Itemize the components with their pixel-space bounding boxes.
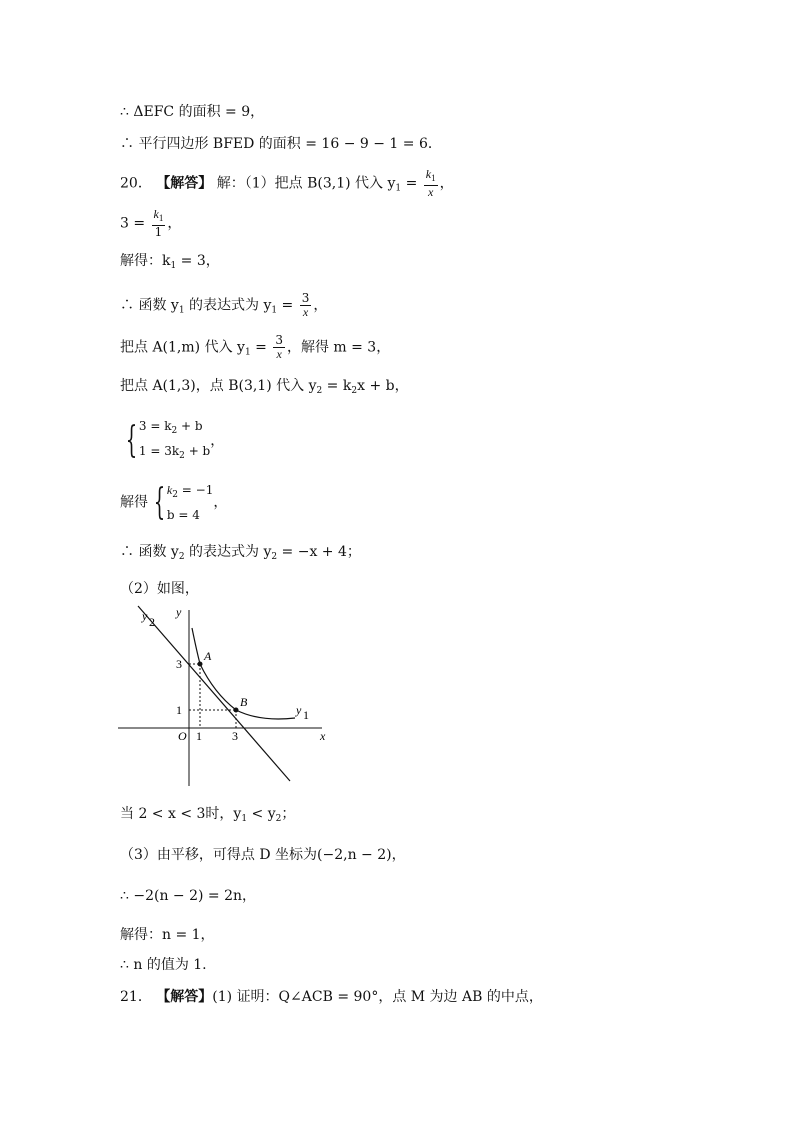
subscript: 1 [178, 305, 185, 316]
numerator: 3 [275, 333, 283, 347]
brace-icon: { [153, 481, 166, 523]
row-text: b = 4 [166, 508, 200, 522]
line-text: 解得 [120, 494, 148, 511]
text-line-efc-area [120, 103, 264, 121]
label-x-axis: x [320, 729, 326, 743]
numerator: k [425, 167, 432, 181]
punct: ； [281, 806, 296, 822]
line-text: ∴ 函数 y [120, 297, 179, 314]
line-text: ∴ ΔEFC 的面积 = 9， [120, 104, 265, 120]
subscript: 2 [271, 552, 278, 562]
subscript: 1 [271, 305, 278, 316]
denominator: 1 [154, 225, 163, 239]
text-line-y1-expression [120, 292, 327, 320]
line-text: ∴ n 的值为 1. [120, 957, 207, 973]
subscript: 2 [351, 386, 358, 396]
label-y2: y [142, 609, 148, 623]
point-b [234, 708, 239, 713]
numerator: k [153, 207, 159, 221]
row-text: + b [184, 444, 211, 458]
subscript: 1 [431, 173, 436, 183]
line-text: ∴ −2(n − 2) = 2n， [120, 888, 257, 904]
subscript: 2 [316, 386, 323, 396]
line-text: 解得：n = 1， [120, 927, 215, 943]
text-line-n-solution [120, 926, 215, 944]
line-text: 当 2 < x < 3时，y [120, 806, 242, 822]
fraction-3-over-x [300, 292, 312, 319]
tick-y-1: 1 [176, 703, 182, 717]
text-line-n-value [120, 956, 207, 974]
brace-icon: { [125, 420, 138, 461]
label-y2-sub: 2 [149, 615, 155, 629]
punct: ， [439, 175, 454, 192]
line-text: ，解得 m = 3， [286, 339, 391, 356]
row-text: + b [177, 419, 203, 433]
fraction-k1-over-1 [152, 208, 166, 239]
text-line-point-a [120, 334, 390, 362]
line-text: < y [247, 806, 276, 822]
line-text: 把点 A(1,m) 代入 y [120, 339, 245, 356]
row-text: = −1 [177, 483, 214, 497]
line-text: ∴ 平行四边形 BFED 的面积 = 16 − 9 − 1 = 6． [120, 136, 442, 152]
denominator: x [428, 185, 434, 199]
subscript: 2 [179, 451, 185, 461]
label-y1-sub: 1 [303, 708, 309, 722]
equals: = [401, 175, 422, 192]
point-a [198, 662, 203, 667]
line-text: （3）由平移，可得点 D 坐标为(−2,n − 2)， [120, 847, 406, 863]
subscript: 2 [172, 490, 178, 500]
tick-x-3: 3 [232, 729, 238, 743]
text-line-part2 [120, 580, 199, 598]
subscript: 1 [158, 213, 164, 223]
punct: ， [213, 494, 228, 511]
line-text: 解得：k [120, 253, 171, 269]
line-text: （2）如图， [120, 581, 199, 597]
subscript: 1 [395, 183, 402, 194]
fraction-k1-over-x [424, 168, 438, 199]
label-y-axis: y [176, 605, 182, 619]
system-rows [139, 416, 210, 466]
text-line-3-equals-k1 [120, 208, 181, 239]
row-text: 1 = 3k [138, 444, 180, 458]
line-text: = −x + 4； [277, 544, 361, 560]
line-text: = 3， [176, 253, 220, 269]
line-y2 [138, 606, 290, 781]
line-text: 的表达式为 y [184, 297, 272, 314]
subscript: 2 [275, 814, 282, 824]
line-text: 把点 A(1,3)，点 B(3,1) 代入 y [120, 378, 317, 394]
text-line-q20-start [120, 168, 454, 199]
row-text: 3 = k [138, 419, 172, 433]
question-number: 20． [120, 175, 152, 192]
text-line-inequality [120, 805, 295, 828]
denominator: x [302, 305, 309, 319]
label-origin: O [178, 729, 187, 743]
label-point-b: B [240, 695, 248, 709]
denominator: x [276, 347, 282, 361]
equals: = [250, 339, 272, 356]
function-graph [110, 598, 340, 788]
line-text: 3 = [120, 215, 150, 232]
equals: = [277, 297, 298, 314]
row-text: k [166, 483, 173, 497]
line-text: ∴ 函数 y [120, 544, 179, 560]
text-line-part3 [120, 846, 406, 864]
line-text: (1) 证明：Q∠ACB = 90°，点 M 为边 AB 的中点， [212, 989, 543, 1005]
label-y1: y [296, 703, 302, 717]
subscript: 2 [178, 552, 185, 562]
text-line-k1-solution [120, 252, 220, 275]
fraction-3-over-x [273, 334, 285, 361]
system-rows [167, 480, 213, 525]
subscript: 1 [170, 261, 177, 271]
answer-tag: 【解答】 [156, 989, 213, 1005]
equation-system-2 [120, 480, 227, 525]
punct: ， [210, 433, 225, 449]
punct: ， [167, 215, 182, 232]
subscript: 1 [241, 814, 248, 824]
text-line-q21-start [120, 988, 543, 1006]
punct: ， [313, 297, 328, 314]
text-line-equation-n [120, 887, 256, 905]
numerator: 3 [301, 291, 310, 305]
tick-y-3: 3 [176, 657, 182, 671]
subscript: 2 [171, 426, 178, 436]
line-text: = k [322, 378, 352, 394]
label-point-a: A [204, 649, 212, 663]
tick-x-1: 1 [196, 729, 202, 743]
answer-tag: 【解答】 [156, 175, 213, 192]
subscript: 1 [244, 347, 251, 358]
line-text: 解：（1）把点 B(3,1) 代入 y [216, 175, 396, 192]
text-line-substitute-ab [120, 377, 409, 400]
question-number: 21． [120, 989, 152, 1005]
line-text: 的表达式为 y [184, 544, 272, 560]
line-text: x + b， [357, 378, 409, 394]
text-line-y2-expression [120, 543, 361, 566]
text-line-parallelogram-area [120, 135, 442, 153]
equation-system-1 [120, 416, 224, 466]
